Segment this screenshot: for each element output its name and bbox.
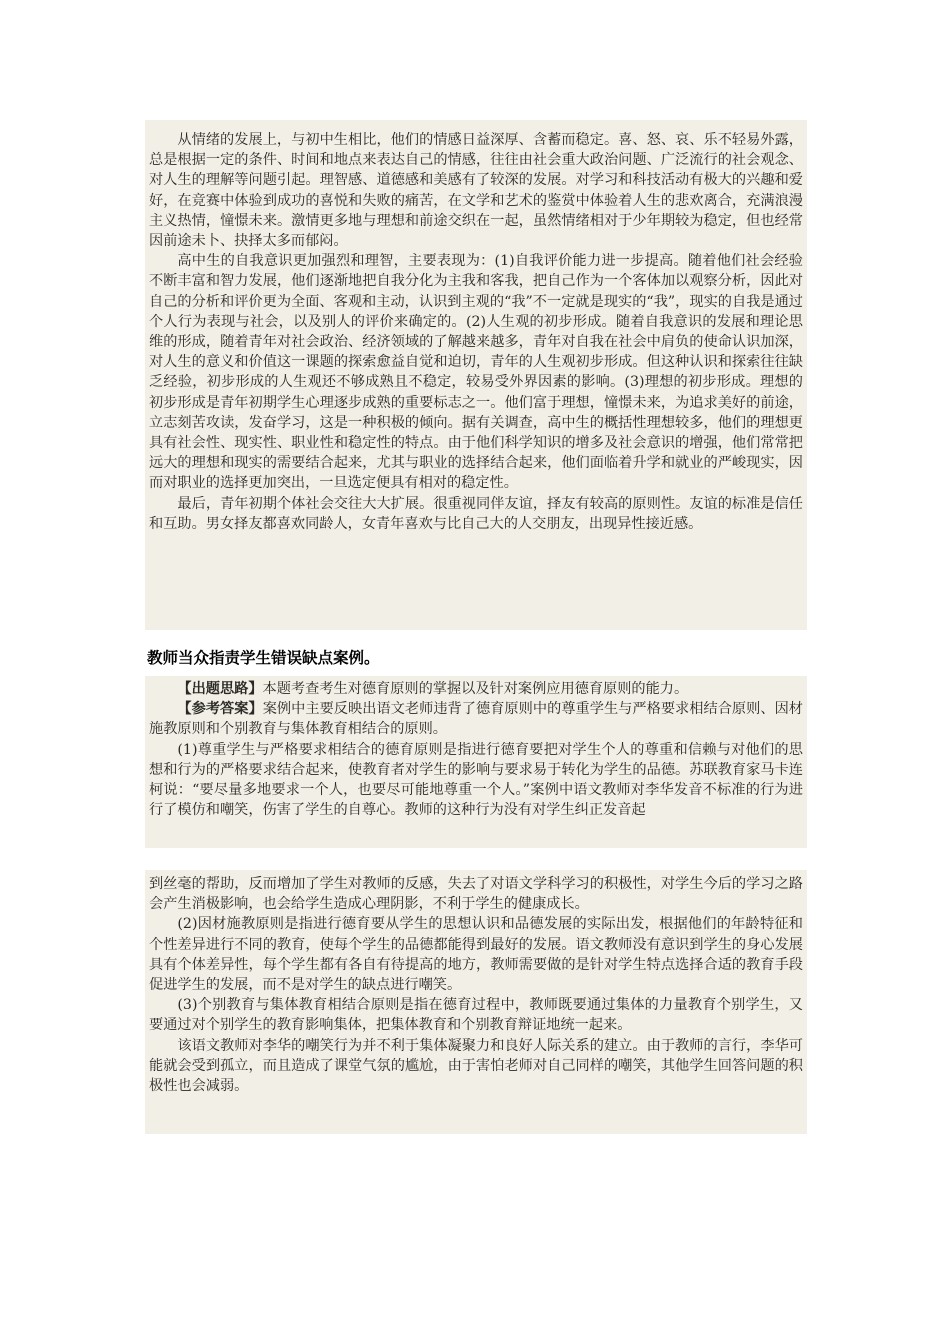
idea-label: 【出题思路】 bbox=[177, 681, 263, 697]
question-heading: 教师当众指责学生错误缺点案例。 bbox=[147, 649, 380, 667]
conclusion-paragraph: 该语文教师对李华的嘲笑行为并不利于集体凝聚力和良好人际关系的建立。由于教师的言行，李华可能就会受到孤立，而且造成了课堂气氛的尴尬，由于害怕老师对自己同样的嘲笑，其他学生回答问题的积极性也会减弱。 bbox=[149, 1037, 803, 1095]
answer-text: 案例中主要反映出语文老师违背了德育原则中的尊重学生与严格要求相结合原则、因材施教原则和个别教育与集体教育相结合的原则。 bbox=[149, 701, 803, 738]
principle-2-paragraph: (2)因材施教原则是指进行德育要从学生的思想认识和品德发展的实际出发，根据他们的年龄特征和个性差异进行不同的教育，使每个学生的品德都能得到最好的发展。语文教师没有意识到学生的身心发展具有个体差异性，每个学生都有各自有待提高的地方，教师需要做的是针对学生特点选择合适的教育手段促进学生的发展，而不是对学生的缺点进行嘲笑。 bbox=[149, 916, 803, 994]
idea-text: 本题考查考生对德育原则的掌握以及针对案例应用德育原则的能力。 bbox=[262, 681, 689, 697]
paragraph-emotion: 从情绪的发展上，与初中生相比，他们的情感日益深厚、含蓄而稳定。喜、怒、哀、乐不轻易外露，总是根据一定的条件、时间和地点来表达自己的情感，往往由社会重大政治问题、广泛流行的社会观念、对人生的理解等问题引起。理智感、道德感和美感有了较深的发展。对学习和科技活动有极大的兴趣和爱好，在竞赛中体验到成功的喜悦和失败的痛苦，在文学和艺术的鉴赏中体验着人生的悲欢离合，充满浪漫主义热情，憧憬未来。激情更多地与理想和前途交织在一起，虽然情绪相对于少年期较为稳定，但也经常因前途未卜、抉择太多而郁闷。 bbox=[149, 132, 803, 250]
scanned-text-block-1 bbox=[145, 120, 807, 630]
principle-1-continued: 到丝毫的帮助，反而增加了学生对教师的反感，失去了对语文学科学习的积极性，对学生今后的学习之路会产生消极影响，也会给学生造成心理阴影，不利于学生的健康成长。 bbox=[149, 876, 803, 913]
principle-3-paragraph: (3)个别教育与集体教育相结合原则是指在德育过程中，教师既要通过集体的力量教育个别学生，又要通过对个别学生的教育影响集体，把集体教育和个别教育辩证地统一起来。 bbox=[149, 997, 803, 1034]
answer-paragraph bbox=[149, 699, 803, 739]
answer-label: 【参考答案】 bbox=[177, 701, 263, 718]
idea-paragraph bbox=[149, 679, 803, 699]
paragraph-social-interaction: 最后，青年初期个体社会交往大大扩展。很重视同伴友谊，择友有较高的原则性。友谊的标准是信任和互助。男女择友都喜欢同龄人，女青年喜欢与比自己大的人交朋友，出现异性接近感。 bbox=[149, 495, 803, 532]
scanned-text-block-2 bbox=[145, 676, 807, 848]
principle-1-paragraph: (1)尊重学生与严格要求相结合的德育原则是指进行德育要把对学生个人的尊重和信赖与对他们的思想和行为的严格要求结合起来，使教育者对学生的影响与要求易于转化为学生的品德。苏联教育家马卡连柯说：“要尽量多地要求一个人，也要尽可能地尊重一个人。”案例中语文教师对李华发音不标准的行为进行了模仿和嘲笑，伤害了学生的自尊心。教师的这种行为没有对学生纠正发音起 bbox=[149, 741, 803, 819]
paragraph-self-awareness: 高中生的自我意识更加强烈和理智，主要表现为：(1)自我评价能力进一步提高。随着他们社会经验不断丰富和智力发展，他们逐渐地把自我分化为主我和客我，把自己作为一个客体加以观察分析，因此对自己的分析和评价更为全面、客观和主动，认识到主观的“我”不一定就是现实的“我”，现实的自我是通过个人行为表现与社会，以及别人的评价来确定的。(2)人生观的初步形成。随着自我意识的发展和理论思维的形成，随着青年对社会政治、经济领域的了解越来越多，青年对自我在社会中肩负的使命认识加深，对人生的意义和价值这一课题的探索愈益自觉和迫切，青年的人生观初步形成。但这种认识和探索往往缺乏经验，初步形成的人生观还不够成熟且不稳定，较易受外界因素的影响。(3)理想的初步形成。理想的初步形成是青年初期学生心理逐步成熟的重要标志之一。他们富于理想，憧憬未来，为追求美好的前途，立志刻苦攻读，发奋学习，这是一种积极的倾向。据有关调查，高中生的概括性理想较多，他们的理想更具有社会性、现实性、职业性和稳定性的特点。由于他们科学知识的增多及社会意识的增强，他们常常把远大的理想和现实的需要结合起来，尤其与职业的选择结合起来，他们面临着升学和就业的严峻现实，因而对职业的选择更加突出，一旦选定便具有相对的稳定性。 bbox=[149, 253, 803, 492]
scanned-text-block-3 bbox=[145, 870, 807, 1134]
